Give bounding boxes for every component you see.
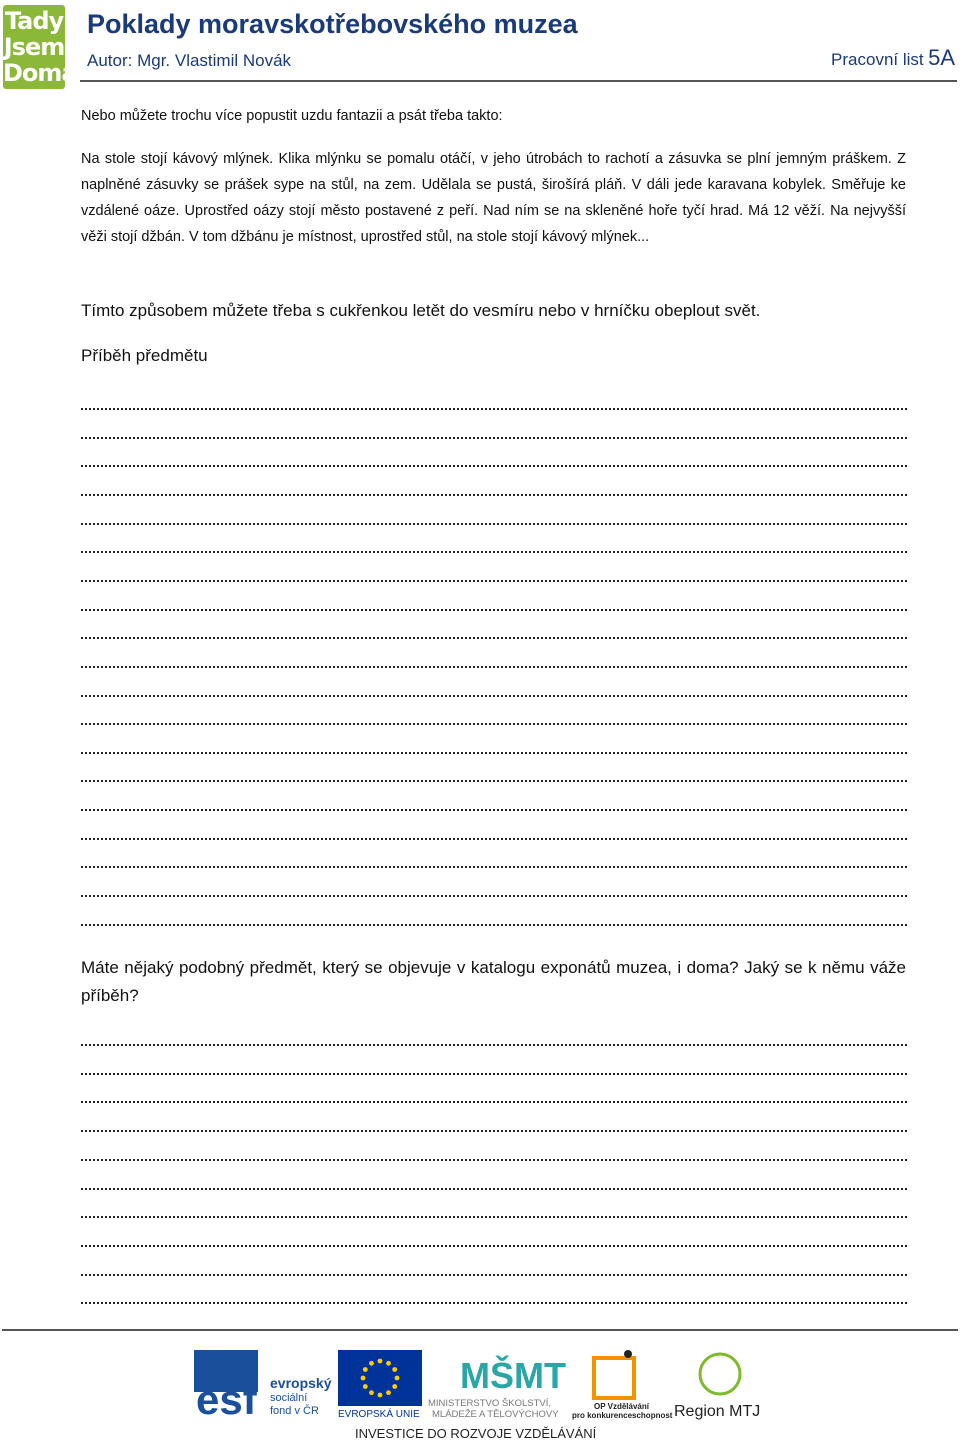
answer-line[interactable]	[81, 768, 907, 782]
eu-flag-logo	[338, 1350, 422, 1418]
document-author: Autor: Mgr. Vlastimil Novák	[87, 51, 292, 70]
worksheet-number: 5A	[928, 45, 955, 70]
msmt-monogram: MŠMT	[460, 1355, 566, 1396]
op-vzdelavani-logo	[572, 1348, 673, 1420]
section-heading: Příběh předmětu	[81, 346, 208, 365]
eu-flag	[338, 1350, 422, 1406]
eu-star	[361, 1376, 366, 1381]
logo-line-2: Jsem	[3, 33, 65, 61]
eu-star	[363, 1384, 368, 1389]
intro-text: Nebo můžete trochu více popustit uzdu fantazii a psát třeba takto:	[81, 108, 503, 124]
region-logo-ring	[700, 1354, 740, 1394]
answer-line[interactable]	[81, 453, 907, 467]
esf-line-3: fond v ČR	[270, 1405, 319, 1417]
eu-label: EVROPSKÁ UNIE	[338, 1409, 420, 1420]
eu-star	[378, 1393, 383, 1398]
answer-line[interactable]	[81, 511, 907, 525]
esf-logo-mark: esf	[196, 1376, 257, 1423]
esf-line-1: evropský	[270, 1375, 332, 1391]
answer-line[interactable]	[81, 1290, 907, 1304]
answer-line[interactable]	[81, 854, 907, 868]
answer-line[interactable]	[81, 1262, 907, 1276]
eu-star	[378, 1359, 383, 1364]
answer-line[interactable]	[81, 683, 907, 697]
worksheet-label	[831, 45, 955, 71]
esf-logo	[192, 1348, 332, 1423]
region-mtj-logo	[668, 1348, 772, 1420]
tady-jsem-doma-logo	[3, 5, 77, 89]
eu-star	[395, 1376, 400, 1381]
answer-line[interactable]	[81, 1032, 907, 1046]
eu-star	[369, 1361, 374, 1366]
answer-line[interactable]	[81, 654, 907, 668]
esf-line-2: sociální	[270, 1392, 308, 1404]
eu-star	[363, 1367, 368, 1372]
answer-line[interactable]	[81, 740, 907, 754]
answer-line[interactable]	[81, 1118, 907, 1132]
op-line-1: OP Vzdělávání	[594, 1402, 649, 1411]
answer-line[interactable]	[81, 425, 907, 439]
answer-line[interactable]	[81, 597, 907, 611]
question-paragraph: Máte nějaký podobný předmět, který se objevuje v katalogu exponátů muzea, i doma? Jaký se k němu váže příběh?	[81, 958, 906, 1005]
worksheet-label-text: Pracovní list	[831, 50, 924, 69]
answer-line[interactable]	[81, 711, 907, 725]
header-divider	[80, 80, 957, 82]
answer-line[interactable]	[81, 1061, 907, 1075]
msmt-line-1: MINISTERSTVO ŠKOLSTVÍ,	[428, 1398, 551, 1409]
eu-star	[386, 1361, 391, 1366]
answer-line[interactable]	[81, 1147, 907, 1161]
eu-star	[386, 1390, 391, 1395]
logo-line-3: Doma	[3, 59, 77, 87]
answer-line[interactable]	[81, 568, 907, 582]
answer-line[interactable]	[81, 912, 907, 926]
answer-line[interactable]	[81, 625, 907, 639]
answer-line[interactable]	[81, 1204, 907, 1218]
footer-divider	[2, 1329, 958, 1331]
eu-star	[392, 1367, 397, 1372]
op-logo-dot	[624, 1350, 632, 1358]
answer-line[interactable]	[81, 883, 907, 897]
answer-line[interactable]	[81, 1233, 907, 1247]
answer-line[interactable]	[81, 539, 907, 553]
msmt-line-2: MLÁDEŽE A TĚLOVÝCHOVY	[432, 1409, 559, 1420]
document-title: Poklady moravskotřebovského muzea	[87, 9, 578, 39]
eu-star	[369, 1390, 374, 1395]
answer-line[interactable]	[81, 797, 907, 811]
answer-line[interactable]	[81, 1089, 907, 1103]
op-logo-mark	[594, 1358, 634, 1398]
answer-line[interactable]	[81, 826, 907, 840]
method-text: Tímto způsobem můžete třeba s cukřenkou letět do vesmíru nebo v hrníčku obeplout svět.	[81, 301, 761, 320]
answer-line[interactable]	[81, 482, 907, 496]
eu-star	[392, 1384, 397, 1389]
footer-tagline: INVESTICE DO ROZVOJE VZDĚLÁVÁNÍ	[355, 1426, 597, 1441]
answer-line[interactable]	[81, 1176, 907, 1190]
story-example-paragraph: Na stole stojí kávový mlýnek. Klika mlýnku se pomalu otáčí, v jeho útrobách to rachotí a zásuvka se plní jemným práškem. Z naplněné zásuvky se prášek sype na stůl, na zem. Udělala se pustá, širošírá pláň. V dáli jede karavana kobylek. Směřuje ke vzdálené oáze. Uprostřed oázy stojí město postavené z peří. Nad ním se na skleněné hoře tyčí hrad. Má 12 věží. Na nejvyšší věži stojí džbán. V tom džbánu je místnost, uprostřed stůl, na stole stojí kávový mlýnek...	[81, 151, 906, 245]
region-label: Region MTJ	[674, 1403, 761, 1420]
op-line-2: pro konkurenceschopnost	[572, 1411, 673, 1420]
msmt-logo	[428, 1348, 568, 1420]
logo-line-1: Tady	[4, 7, 64, 35]
answer-line[interactable]	[81, 396, 907, 410]
